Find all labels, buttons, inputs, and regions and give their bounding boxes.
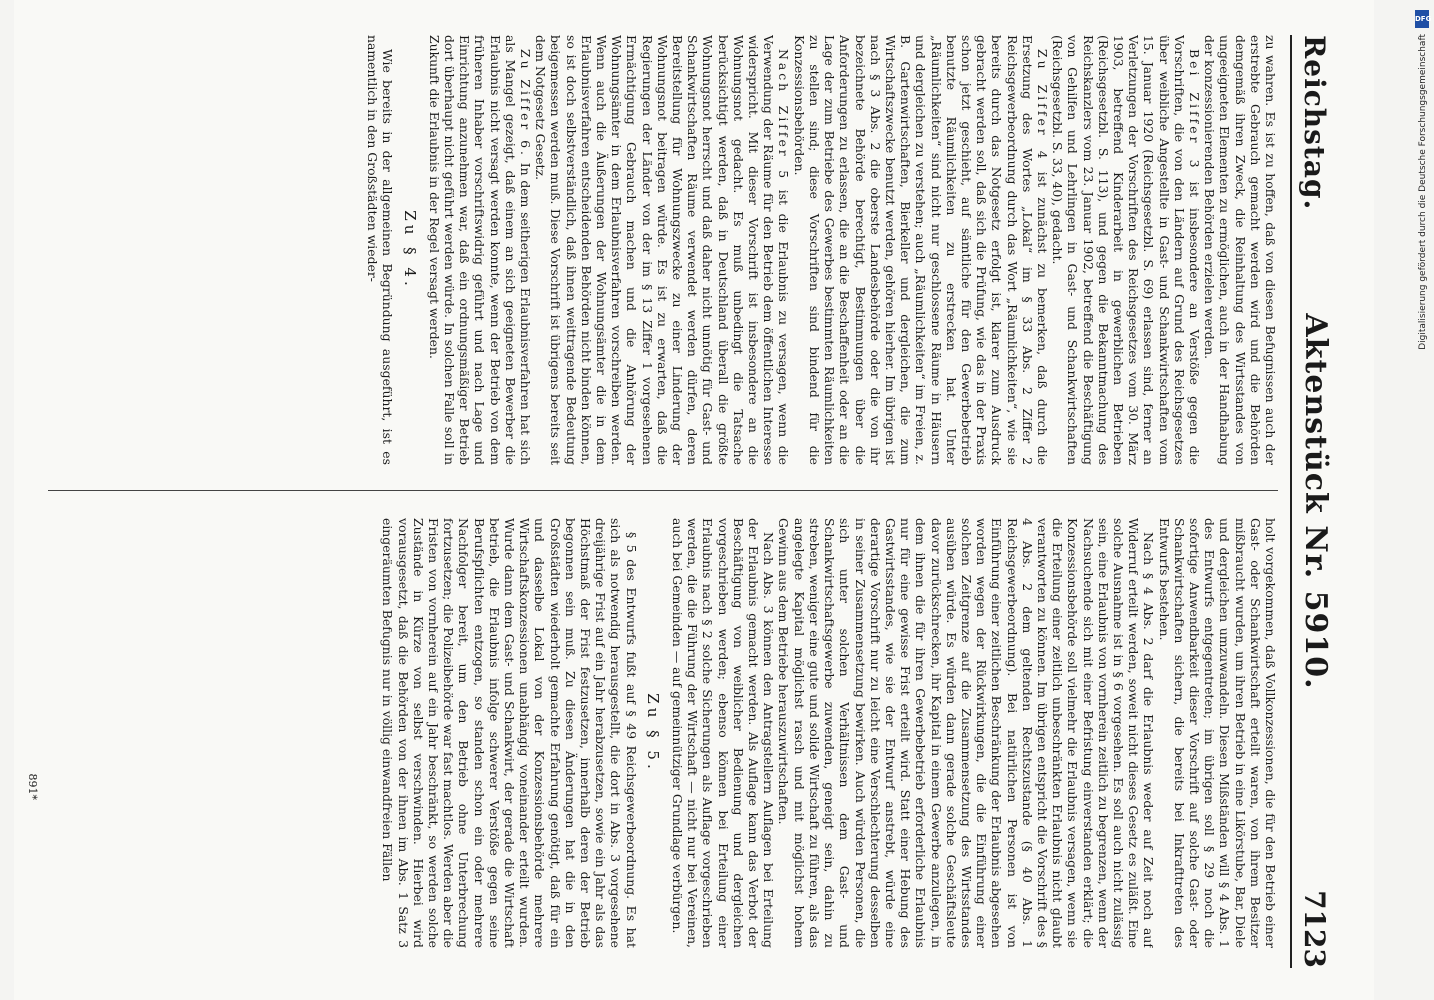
ziffer-3-text: ist insbesondere an Verstöße gegen die Vorschriften, die von den Ländern auf Grund des Reichsgesetzes über weibliche Angestellte in Gast- und Schankwirtschaften vom 15. Januar 1920 (Reichsgesetzbl. S. 69) erlassen sind, ferner an Verletzungen der Vorschriften des Reichsgesetzes vom 30. März 1903, betreffend Kinderarbeit in gewerblichen Betrieben (Reichsgesetzbl. S. 113), und gegen die Bekanntmachung des Reichskanzlers vom 23. Januar 1902, betreffend die Beschäftigung von Gehilfen und Lehrlingen in Gast- und Schankwirtschaften (Reichsgesetzbl. S. 33, 40), gedacht. bbox=[1050, 35, 1202, 465]
left-paragraph-4 bbox=[533, 35, 791, 465]
section-heading-zu-4: Zu § 4. bbox=[400, 210, 419, 290]
left-paragraph-6: Wie bereits in der allgemeinen Begründung ausgeführt, ist es namentlich in den Großstädten wieder- bbox=[365, 35, 396, 465]
digitization-sidebar bbox=[1412, 0, 1432, 1000]
right-paragraph-2: Nach § 4 Abs. 2 darf die Erlaubnis weder auf Zeit noch auf Widerruf erteilt werden, soweit nicht dieses Gesetz es zuläßt. Eine solche Ausnahme ist in § 6 vorgesehen. Es soll auch nicht zulässig sein, eine Erlaubnis von vornherein zeitlich zu begrenzen, wenn der Nachsuchende sich mit einer Befristung einverstanden erklärt; die Konzessionsbehörde soll vielmehr die Erlaubnis versagen, wenn sie die Erteilung einer zeitlich unbeschränkten Erlaubnis nicht glaubt verantworten zu können. Im übrigen entspricht die Vorschrift des § 4 Abs. 2 dem geltenden Rechtszustande (§ 40 Abs. 1 Reichsgewerbeordnung). Bei natürlichen Personen ist von Einführung einer zeitlichen Beschränkung der Erlaubnis abgesehen worden wegen der Rückwirkungen, die die Einführung einer solchen Zeitgrenze auf die Zusammensetzung des Wirtsstandes ausüben würde. Es würden dann gerade solche Geschäftsleute davor zurückschrecken, ihr Kapital in einem Gewerbe anzulegen, in dem ihnen die für ihren Gewerbebetrieb erforderliche Erlaubnis nur für eine gewisse Frist erteilt wird. Statt einer Hebung des Gastwirtsstandes, wie sie der Entwurf anstrebt, würde eine derartige Vorschrift nur zu leicht eine Verschlechterung desselben in seiner Zusammensetzung bewirken. Auch würden Personen, die sich unter solchen Verhältnissen dem Gast- und Schankwirtschaftsgewerbe zuwenden, geneigt sein, dahin zu streben, weniger eine gute und solide Wirtschaft zu führen, als das angelegte Kapital möglichst rasch und mit möglichst hohem Gewinn aus dem Betriebe herauszuwirtschaften. bbox=[776, 518, 1157, 948]
left-paragraph-2 bbox=[1050, 35, 1202, 465]
document-page bbox=[14, 0, 1374, 1000]
header-document-number: Aktenstück Nr. 5910. bbox=[1298, 313, 1333, 690]
right-paragraph-1: holt vorgekommen, daß Vollkonzessionen, die für den Betrieb einer Gast- oder Schankwirtschaft erteilt waren, von ihrem Besitzer mißbraucht wurden, um ihren Betrieb in eine Likörstube, Bar, Diele und dergleichen umzuwandeln. Diesen Mißständen will § 4 Abs. 1 des Entwurfs entgegentreten; im übrigen soll § 29 noch die sofortige Anwendbarkeit dieser Vorschrift auf solche Gast- oder Schankwirtschaften sichern, die bereits bei Inkrafttreten des Entwurfs bestehen. bbox=[1156, 518, 1278, 948]
left-paragraph-5 bbox=[427, 35, 533, 465]
ziffer-5-text: ist die Erlaubnis zu versagen, wenn die Verwendung der Räume für den Betrieb dem öffentlichen Interesse widerspricht. Mit dieser Vorschrift ist insbesondere an die Wohnungsnot gedacht. Es muß unbedingt die Tatsache berücksichtigt werden, daß in Deutschland überall die größte Wohnungsnot herrscht und daß daher nicht unnötig für Gast- und Schankwirtschaften Räume verwendet werden dürfen, deren Bereitstellung für Wohnungszwecke zu einer Linderung der Wohnungsnot beitragen würde. Es ist zu erwarten, daß die Regierungen der Länder von der im § 13 Ziffer 1 vorgesehenen Ermächtigung Gebrauch machen und die Anhörung der Wohnungsämter in dem Erlaubnisverfahren vorschreiben werden. Wenn auch die Äußerungen der Wohnungsämter die in dem Erlaubnisverfahren entscheidenden Behörden nicht binden können, so ist doch selbstverständlich, daß ihnen weittragende Bedeutung beigemessen werden muß. Diese Vorschrift ist übrigens bereits seit dem Notgesetz Gesetz. bbox=[533, 35, 792, 465]
column-divider bbox=[48, 490, 1278, 491]
ziffer-5-label: Nach Ziffer 5 bbox=[776, 49, 792, 182]
ziffer-4-text: ist zunächst zu bemerken, daß durch die Ersetzung des Wortes „Lokal“ im § 33 Abs. 2 Ziffer 2 Reichsgewerbeordnung durch das Wort „Räumlichkeiten“, wie sie bereits durch das Notgesetz erfolgt ist, klarer zum Ausdruck gebracht werden soll, daß sich die Prüfung, wie das in der Praxis schon jetzt geschieht, auf sämtliche für den Gewerbebetrieb benutzte Räumlichkeiten zu erstrecken hat. Unter „Räumlichkeiten“ sind nicht nur geschlossene Räume in Häusern und dergleichen zu verstehen; auch „Räumlichkeiten“ im Freien, z. B. Gartenwirtschaften, Bierkeller und dergleichen, die zum Wirtschaftszwecke benutzt werden, gehören hierher. Im übrigen ist nach § 3 Abs. 2 die oberste Landesbehörde oder die von ihr bezeichnete Behörde berechtigt, Bestimmungen über die Anforderungen zu erlassen, die an die Beschaffenheit oder an die Lage der zum Betriebe des Gewerbes bestimmten Räumlichkeiten zu stellen sind; diese Vorschriften sind bindend für die Konzessionsbehörden. bbox=[791, 35, 1050, 465]
page-header bbox=[1290, 35, 1352, 968]
ziffer-6-label: Zu Ziffer 6. bbox=[518, 49, 534, 158]
left-paragraph-3 bbox=[792, 35, 1050, 465]
right-paragraph-3: Nach Abs. 3 können den Antragstellern Auflagen bei Erteilung der Erlaubnis gemacht werden. Als Auflage kann das Verbot der Beschäftigung von weiblicher Bedienung und dergleichen vorgeschrieben werden; ebenso können bei Erteilung einer Erlaubnis nach § 2 solche Sicherungen als Auflage vorgeschrieben werden, die die Führung der Wirtschaft — nicht nur bei Vereinen, auch bei Gemeinden — auf gemeinnütziger Grundlage verbürgen. bbox=[670, 518, 777, 948]
ziffer-3-label: Bei Ziffer 3 bbox=[1186, 49, 1202, 171]
left-column bbox=[38, 35, 1278, 465]
section-heading-zu-5: Zu § 5. bbox=[643, 693, 662, 773]
header-reichstag: Reichstag. bbox=[1298, 35, 1331, 211]
left-paragraph-1: zu wahren. Es ist zu hoffen, daß von diesen Befugnissen auch der erstrebte Gebrauch gemacht werden wird und die Behörden demgemäß ihren Zweck, die Reinhaltung des Wirtsstandes von ungeeigneten Elementen zu ermöglichen, auch in der Handhabung der konzessionierenden Behörden erzielen werden. bbox=[1202, 35, 1278, 465]
right-column bbox=[38, 518, 1278, 948]
ziffer-6-text: In dem seitherigen Erlaubnisverfahren hat sich als Mangel gezeigt, daß einem an sich geeigneten Bewerber die Erlaubnis nicht versagt werden konnte, wenn der Betrieb von dem früheren Inhaber vorschriftswidrig geführt und nach Lage und Einrichtung anzunehmen war, daß ein ordnungsmäßiger Betrieb dort überhaupt nicht geführt werden würde. In solchen Falle soll in Zukunft die Erlaubnis in der Regel versagt werden. bbox=[426, 35, 534, 465]
right-paragraph-4: § 5 des Entwurfs fußt auf § 49 Reichsgewerbeordnung. Es hat sich als notwendig herausgestellt, die dort in Abs. 3 vorgesehene dreijährige Frist auf ein Jahr herabzusetzen, sowie ein Jahr als das Höchstmaß der Frist festzusetzen, innerhalb deren der Betrieb begonnen sein muß. Zu diesen Änderungen hat die in den Großstädten wiederholt gemachte Erfahrung genötigt, daß für ein und dasselbe Lokal von der Konzessionsbehörde mehrere Wirtschaftskonzessionen unabhängig voneinander erteilt wurden. Wurde dann dem Gast- und Schankwirt, der gerade die Wirtschaft betrieb, die Erlaubnis infolge schwerer Verstöße gegen seine Berufspflichten entzogen, so standen schon ein oder mehrere Nachfolger bereit, um den Betrieb ohne Unterbrechung fortzusetzen; die Polizeibehörde war fast machtlos. Werden aber die Fristen von vornherein auf ein Jahr beschränkt, so werden solche Zustände in Kürze von selbst verschwinden. Hierbei wird vorausgesetzt, daß die Behörden von der ihnen im Abs. 1 Satz 3 eingeräumten Befugnis nur in völlig einwandfreien Fällen bbox=[380, 518, 639, 948]
digitization-credit: Digitalisierung gefördert durch die Deutsche Forschungsgemeinschaft bbox=[1418, 34, 1428, 350]
ziffer-4-label: Zu Ziffer 4 bbox=[1034, 49, 1050, 162]
dfg-logo: DFG bbox=[1415, 10, 1429, 28]
sheet-mark: 891* bbox=[26, 773, 39, 800]
header-page-number: 7123 bbox=[1298, 890, 1331, 968]
